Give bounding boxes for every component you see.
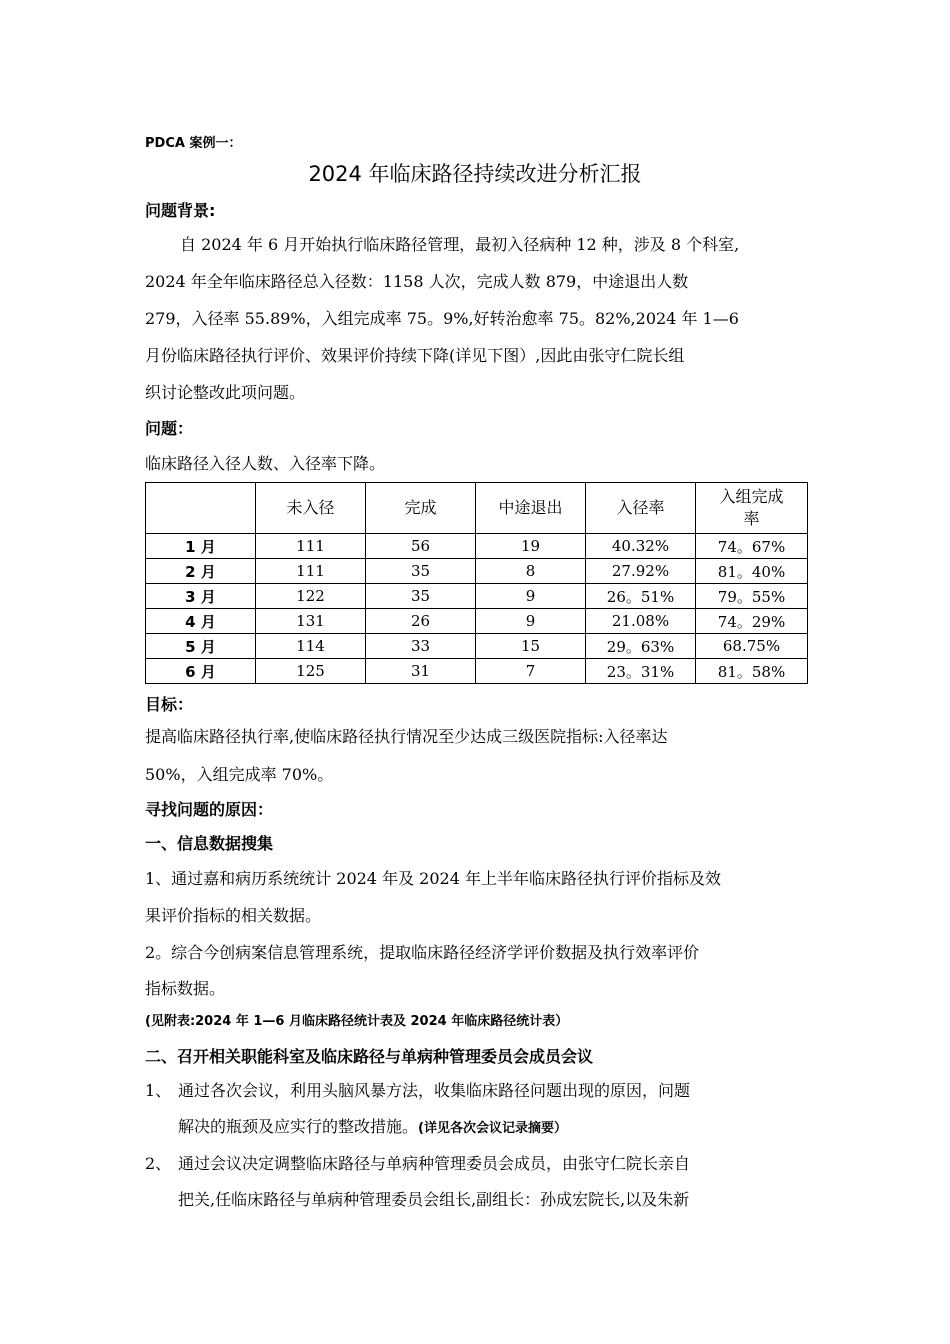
table-row: [146, 559, 808, 584]
table-row: [146, 534, 808, 559]
page-title: 2024 年临床路径持续改进分析汇报: [308, 162, 642, 186]
table-header-cell: 入组完成 率: [696, 483, 808, 534]
table-cell-month: 4 月: [146, 609, 256, 634]
item2-line-2: 把关,任临床路径与单病种管理委员会组长,副组长：孙成宏院长,以及朱新: [178, 1190, 690, 1209]
table-row: [146, 609, 808, 634]
table-cell: 15: [476, 634, 586, 659]
table-cell: 79。55%: [696, 584, 808, 609]
item1-line-2: [178, 1114, 567, 1137]
table-cell: 68.75%: [696, 634, 808, 659]
table-cell: 74。29%: [696, 609, 808, 634]
cause-heading: 寻找问题的原因：: [145, 800, 274, 819]
table-header-cell: 未入径: [256, 483, 366, 534]
background-line-5: 织讨论整改此项问题。: [145, 383, 306, 402]
table-header-cell: 入径率: [586, 483, 696, 534]
problem-text: 临床路径入径人数、入径率下降。: [145, 454, 386, 473]
table-row: [146, 634, 808, 659]
table-cell: 9: [476, 584, 586, 609]
table-row: [146, 584, 808, 609]
section2-heading: 二、召开相关职能科室及临床路径与单病种管理委员会成员会议: [145, 1047, 594, 1066]
problem-heading: 问题：: [145, 419, 194, 438]
table-header-cell: 中途退出: [476, 483, 586, 534]
table-cell: 81。58%: [696, 659, 808, 684]
section1-line-1: 1、通过嘉和病历系统统计 2024 年及 2024 年上半年临床路径执行评价指标及效: [145, 869, 721, 888]
item1-number: 1、: [145, 1081, 172, 1100]
table-cell: 23。31%: [586, 659, 696, 684]
background-heading: 问题背景:: [145, 201, 216, 220]
item1-line-2-text: 解决的瓶颈及应实行的整改措施。: [178, 1117, 419, 1136]
background-line-1: 自 2024 年 6 月开始执行临床路径管理，最初入径病种 12 种，涉及 8 个科室,: [180, 235, 740, 254]
table-cell-month: 1 月: [146, 534, 256, 559]
table-cell: 33: [366, 634, 476, 659]
goal-heading: 目标：: [145, 695, 194, 714]
table-cell: 35: [366, 584, 476, 609]
table-cell: 131: [256, 609, 366, 634]
attachment-note: (见附表:2024 年 1—6 月临床路径统计表及 2024 年临床路径统计表）: [145, 1014, 569, 1029]
table-cell: 21.08%: [586, 609, 696, 634]
table-cell: 114: [256, 634, 366, 659]
item1-note: (详见各次会议记录摘要）: [418, 1121, 567, 1136]
table-header-cell: [146, 483, 256, 534]
table-cell: 125: [256, 659, 366, 684]
table-cell-month: 6 月: [146, 659, 256, 684]
table-cell: 56: [366, 534, 476, 559]
table-header-cell: 完成: [366, 483, 476, 534]
table-cell: 111: [256, 534, 366, 559]
table-cell: 111: [256, 559, 366, 584]
case-label: PDCA 案例一：: [145, 136, 242, 151]
table-cell: 35: [366, 559, 476, 584]
table-cell: 26。51%: [586, 584, 696, 609]
item2-number: 2、: [145, 1154, 172, 1173]
goal-line-1: 提高临床路径执行率,使临床路径执行情况至少达成三级医院指标:入径率达: [145, 727, 668, 746]
section1-line-2: 果评价指标的相关数据。: [145, 906, 322, 925]
table-cell: 29。63%: [586, 634, 696, 659]
item2-line-1: 通过会议决定调整临床路径与单病种管理委员会成员，由张守仁院长亲自: [178, 1154, 691, 1173]
table-cell: 19: [476, 534, 586, 559]
table-cell-month: 2 月: [146, 559, 256, 584]
table-cell: 74。67%: [696, 534, 808, 559]
table-cell: 81。40%: [696, 559, 808, 584]
background-line-4: 月份临床路径执行评价、效果评价持续下降(详见下图）,因此由张守仁院长组: [145, 346, 685, 365]
monthly-stats-table: [145, 482, 808, 684]
background-line-2: 2024 年全年临床路径总入径数：1158 人次，完成人数 879，中途退出人数: [145, 272, 689, 291]
background-line-3: 279，入径率 55.89%，入组完成率 75。9%,好转治愈率 75。82%,2024 年 1—6: [145, 309, 739, 328]
section1-line-4: 指标数据。: [145, 979, 226, 998]
table-row: [146, 659, 808, 684]
table-cell: 27.92%: [586, 559, 696, 584]
table-cell: 9: [476, 609, 586, 634]
goal-line-2: 50%，入组完成率 70%。: [145, 765, 334, 784]
table-header-row: [146, 483, 808, 534]
table-cell: 31: [366, 659, 476, 684]
item1-line-1: 通过各次会议，利用头脑风暴方法，收集临床路径问题出现的原因，问题: [178, 1081, 691, 1100]
section1-line-3: 2。综合今创病案信息管理系统，提取临床路径经济学评价数据及执行效率评价: [145, 943, 700, 962]
section1-heading: 一、信息数据搜集: [145, 834, 274, 853]
table-cell: 8: [476, 559, 586, 584]
table-cell-month: 3 月: [146, 584, 256, 609]
table-cell: 40.32%: [586, 534, 696, 559]
table-cell: 7: [476, 659, 586, 684]
table-cell: 26: [366, 609, 476, 634]
table-cell: 122: [256, 584, 366, 609]
table-cell-month: 5 月: [146, 634, 256, 659]
